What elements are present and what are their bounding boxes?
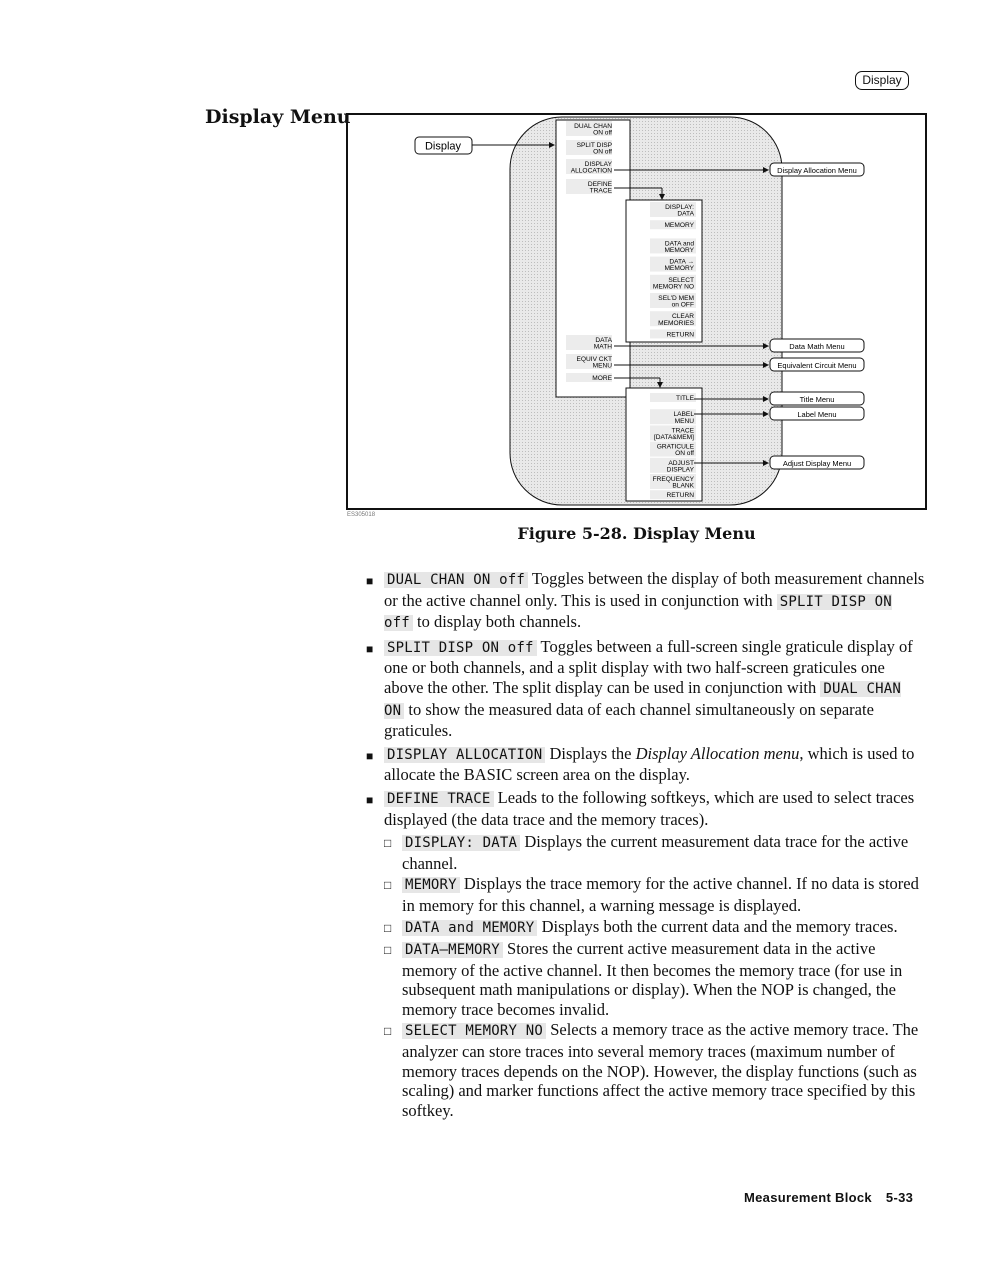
sub-list-item: □ DISPLAY: DATA Displays the current measurement data trace for the active channel. xyxy=(384,832,909,873)
softkey-label: DATA—MEMORY xyxy=(402,942,503,958)
sub-list-item: □ MEMORY Displays the trace memory for the active channel. If no data is stored in memory for this channel, a warning message is displayed. xyxy=(384,874,919,915)
softkey-menu3-label: FREQUENCY xyxy=(652,476,694,483)
softkey-menu3-label: BLANK xyxy=(672,482,694,490)
menu2-labels xyxy=(650,202,696,338)
softkey-menu3-label: [DATA&MEM] xyxy=(653,434,694,441)
list-item: ■ DEFINE TRACE Leads to the following softkeys, which are used to select traces displayed (the data trace and the memory traces). xyxy=(366,787,915,829)
display-hardkey-header: Display xyxy=(855,71,909,90)
softkey-menu1-label: TRACE xyxy=(589,187,612,195)
section-title: Display Menu xyxy=(205,106,351,128)
softkey-menu2-label: DATA xyxy=(677,210,694,218)
list-item: ■ DISPLAY ALLOCATION Displays the Display Allocation menu, which is used to allocate the BASIC screen area on the display. xyxy=(366,743,915,785)
square-bullet-icon: ■ xyxy=(366,574,374,588)
hollow-square-bullet-icon: □ xyxy=(384,878,392,893)
softkey-menu3-label: TITLE xyxy=(676,395,694,402)
softkey-label: DISPLAY ALLOCATION xyxy=(384,747,545,763)
softkey-label: SELECT MEMORY NO xyxy=(402,1023,546,1039)
hollow-square-bullet-icon: □ xyxy=(384,836,392,851)
target-title-menu: Title Menu xyxy=(799,395,835,404)
footer-section: Measurement Block xyxy=(744,1190,872,1205)
softkey-label: DUAL CHAN ON xyxy=(384,680,902,719)
softkey-menu2-label: MEMORY NO xyxy=(652,283,694,291)
sub-list-item: □ DATA and MEMORY Displays both the current data and the memory traces. xyxy=(384,917,926,939)
softkey-label: DATA and MEMORY xyxy=(402,920,537,936)
hollow-square-bullet-icon: □ xyxy=(384,943,392,958)
softkey-menu3-label: DISPLAY xyxy=(666,466,694,474)
softkey-menu2-label: SEL'D MEM xyxy=(658,295,694,302)
target-equiv-circuit: Equivalent Circuit Menu xyxy=(777,361,857,370)
softkey-menu3-label: MENU xyxy=(674,417,694,425)
softkey-menu1-label: EQUIV CKT xyxy=(576,356,612,363)
softkey-menu1-label: MENU xyxy=(592,362,612,370)
softkey-menu2-label: DATA and xyxy=(664,240,694,248)
square-bullet-icon: ■ xyxy=(366,748,374,763)
softkey-menu1-label: DISPLAY xyxy=(584,161,612,168)
list-item: ■ SPLIT DISP ON off Toggles between a full-screen single graticule display of one or both channels, and a split display with two half-screen graticules one above the other. The split display can be used in conjunction with DUAL CHAN ON to show the measured data of each channel simultaneously on separate graticules. xyxy=(366,636,913,741)
softkey-label: DUAL CHAN ON off xyxy=(384,572,528,588)
softkey-menu2-label: SELECT xyxy=(668,276,694,284)
softkey-label: DEFINE TRACE xyxy=(384,791,494,807)
softkey-menu3-label: RETURN xyxy=(666,492,694,500)
softkey-menu2-label: CLEAR xyxy=(672,313,694,321)
softkey-menu1-label: DUAL CHAN xyxy=(574,123,612,130)
softkey-menu2-label: RETURN xyxy=(666,331,694,339)
sub-list-item: □ DATA—MEMORY Stores the current active measurement data in the active memory of the active channel. It then becomes the memory trace (for use in subsequent math manipulations or display). When the NOP is changed, the memory trace becomes invalid. xyxy=(384,939,903,1019)
softkey-menu1-label: MORE xyxy=(592,375,612,382)
target-display-allocation: Display Allocation Menu xyxy=(777,166,857,175)
square-bullet-icon: ■ xyxy=(366,641,374,656)
figure-caption: Figure 5-28. Display Menu xyxy=(517,524,756,543)
softkey-menu2-label: DATA → xyxy=(669,258,694,266)
target-adjust-display: Adjust Display Menu xyxy=(782,459,852,468)
softkey-menu2-label: MEMORY xyxy=(664,265,694,273)
page-number: 5-33 xyxy=(885,1190,914,1205)
softkey-menu2-label: MEMORIES xyxy=(658,319,694,327)
softkey-menu2-label: MEMORY xyxy=(664,222,694,230)
softkey-menu3-label: GRATICULE xyxy=(656,443,694,451)
softkey-menu3-label: TRACE xyxy=(671,427,694,435)
softkey-label: MEMORY xyxy=(402,877,460,893)
softkey-menu2-label: on OFF xyxy=(671,301,694,309)
softkey-menu1-label: DATA xyxy=(595,337,612,344)
softkey-descriptions xyxy=(366,569,926,1121)
softkey-menu1-label: DEFINE xyxy=(587,181,612,188)
hollow-square-bullet-icon: □ xyxy=(384,1024,392,1039)
figure-frame xyxy=(346,113,927,510)
softkey-menu2-label: MEMORY xyxy=(664,247,694,254)
softkey-menu3-label: ON off xyxy=(675,450,694,458)
softkey-label: SPLIT DISP ON off xyxy=(384,640,537,656)
softkey-label: SPLIT DISP ON off xyxy=(384,593,892,632)
list-item: ■ DUAL CHAN ON off Toggles between the display of both measurement channels or the active channel only. This is used in conjunction with SPLIT DISP ON off to display both channels. xyxy=(366,569,925,632)
target-data-math: Data Math Menu xyxy=(789,342,845,351)
square-bullet-icon: ■ xyxy=(366,792,374,807)
sub-list-item: □ SELECT MEMORY NO Selects a memory trace as the active memory trace. The analyzer can store traces into several memory traces (maximum number of memory traces depends on the NOP). However, the display functions (such as scaling) and marker functions affect the active memory trace specified by this softkey. xyxy=(384,1020,919,1120)
softkey-menu3-label: LABEL xyxy=(673,411,694,419)
page-footer xyxy=(744,1190,913,1205)
display-hardkey-label: Display xyxy=(424,140,462,153)
softkey-menu1-label: MATH xyxy=(593,343,612,351)
softkey-menu1-label: ON off xyxy=(593,129,612,137)
display-menu-diagram xyxy=(348,115,925,508)
softkey-menu1-label: ALLOCATION xyxy=(570,167,612,175)
softkey-menu3-label: ADJUST xyxy=(668,459,694,467)
softkey-menu2-label: DISPLAY: xyxy=(665,204,694,211)
figure-id: ES305018 xyxy=(347,512,376,518)
hollow-square-bullet-icon: □ xyxy=(384,920,392,935)
softkey-menu1-label: SPLIT DISP xyxy=(576,142,612,149)
softkey-label: DISPLAY: DATA xyxy=(402,835,520,851)
target-label-menu: Label Menu xyxy=(797,410,837,419)
softkey-menu1-label: ON off xyxy=(593,148,612,156)
